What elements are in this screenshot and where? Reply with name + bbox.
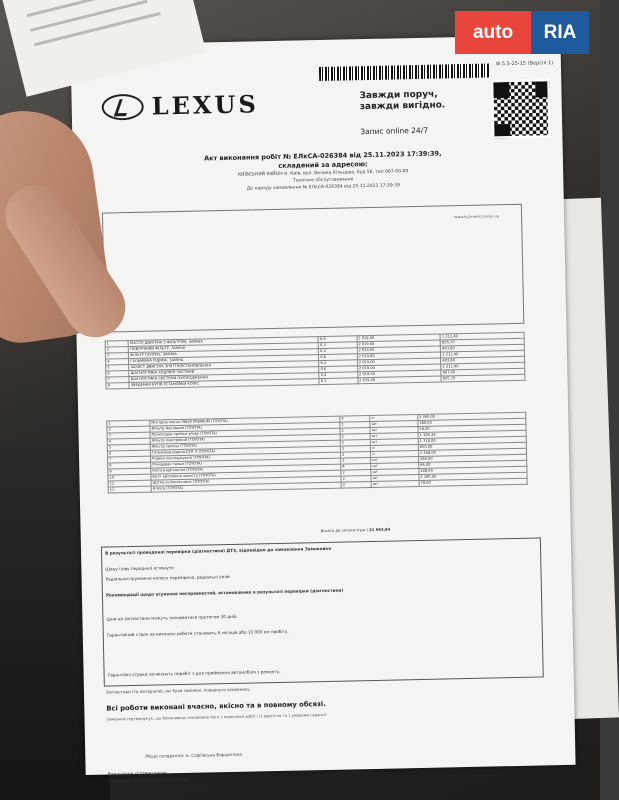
- table-cell: 0,6: [318, 336, 356, 343]
- table-cell: 605,70: [440, 338, 524, 346]
- table-cell: 0,6: [319, 354, 357, 361]
- table-cell: 2 019,00: [358, 376, 442, 384]
- table-cell: 403,80: [441, 356, 525, 364]
- table-cell: 1: [340, 428, 370, 435]
- table-cell: 2 019,00: [357, 358, 441, 366]
- totals-label: Всього до сплати (грн.): [320, 527, 368, 534]
- table-cell: 96,00: [419, 460, 527, 468]
- table-cell: ГАЛЬМІВНА РІДИНА, ЗАМІНА: [129, 355, 319, 365]
- table-cell: 8: [106, 383, 129, 389]
- act-title-line: складений за адресою:: [278, 160, 368, 170]
- logo-text: LEXUS: [151, 89, 260, 121]
- table-cell: 2: [341, 476, 371, 483]
- result-box: [101, 537, 544, 686]
- doc-code: Ф.5.5-25-15 (Версія 1): [495, 60, 554, 68]
- website: www.kyiv-west.lexus.ua: [454, 213, 500, 220]
- table-cell: 2 180,00: [419, 472, 527, 480]
- table-cell: Кліпса кріплення (TOYOTA): [151, 464, 341, 474]
- table-cell: 2: [105, 347, 128, 353]
- table-cell: 403,80: [441, 344, 525, 352]
- table-cell: 5: [106, 365, 129, 371]
- table-cell: шт: [371, 475, 419, 482]
- table-cell: 2: [107, 426, 150, 433]
- table-cell: 3: [105, 353, 128, 359]
- act-address: КИЇВСЬКИЙ РАЙОН м. Київ, вул. Велика Кільцева, буд 58, тел 067-00-00: [237, 169, 409, 178]
- confirmation-line: Виконання підтверджую.: [107, 771, 169, 778]
- table-cell: 1 108,34: [418, 430, 526, 438]
- table-cell: 8: [108, 462, 151, 469]
- table-cell: шт: [370, 433, 418, 440]
- table-cell: 2 019,00: [357, 340, 441, 348]
- confirmation: [108, 770, 189, 786]
- qr-code-icon: [491, 79, 550, 138]
- result-heading: В результаті проведеної перевірки (діагностики) ДТЗ, відповідно до замовлення Замовника: [105, 545, 332, 556]
- table-cell: 807,60: [441, 368, 525, 376]
- table-cell: л: [370, 415, 418, 422]
- table-cell: Кліпса (TOYOTA): [151, 482, 341, 492]
- confirmation-line: Претензій до якості робіт не маю.: [107, 777, 189, 785]
- result-line: Гарантійні строки починають перебіг з дня приймання автомобіля з ремонту.: [107, 668, 281, 678]
- parts-table: [106, 412, 527, 494]
- slogan: Завжди поруч, завжди вигідно.: [359, 89, 446, 113]
- table-cell: 1: [340, 422, 370, 429]
- table-cell: 4: [105, 359, 128, 365]
- table-cell: 4: [341, 464, 371, 471]
- lexus-emblem-icon: [101, 93, 144, 120]
- totals: [321, 527, 391, 533]
- table-cell: МАСЛО ДВИГУНА З ФІЛЬТРОМ, ЗАМІНА: [128, 337, 318, 347]
- result-line: Гарантійний строк на виконані роботи становить 6 місяців або 10 000 км пробігу.: [106, 628, 289, 638]
- paper-line: [34, 12, 161, 46]
- table-cell: Фільтр масляний (TOYOTA): [150, 422, 340, 432]
- table-cell: 0,2: [319, 348, 357, 355]
- table-cell: 2 019,00: [357, 334, 441, 342]
- table-cell: Прокладка пробки зливу (TOYOTA): [150, 428, 340, 438]
- table-cell: 2 019,00: [357, 364, 441, 372]
- table-cell: 5: [107, 444, 150, 451]
- table-cell: ДІАГНОСТИКА ХОДОВОЇ ЧАСТИНИ: [129, 367, 319, 377]
- table-cell: шт: [370, 439, 418, 446]
- table-cell: 380,00: [418, 418, 526, 426]
- table-cell: 2: [341, 470, 371, 477]
- table-cell: 4: [107, 438, 150, 445]
- table-cell: 1: [105, 341, 128, 347]
- table-cell: 1 211,40: [441, 350, 525, 358]
- table-cell: 0,3: [318, 342, 356, 349]
- table-cell: ФІЛЬТР САЛОНУ, ЗАМІНА: [129, 349, 319, 359]
- table-cell: 58,00: [418, 424, 526, 432]
- table-cell: 2: [341, 482, 371, 489]
- table-cell: Фільтр салону (TOYOTA): [150, 440, 340, 450]
- barcode: [319, 63, 489, 81]
- table-cell: 1: [341, 458, 371, 465]
- table-cell: 2 019,00: [357, 346, 441, 354]
- service-act-document: [70, 35, 575, 785]
- online-booking: Запис online 24/7: [360, 125, 429, 137]
- totals-value: 21 663,84: [368, 526, 391, 533]
- table-cell: 7: [108, 456, 151, 463]
- table-cell: ПОВІТРЯНИЙ ФІЛЬТР, ЗАМІНА: [129, 343, 319, 353]
- table-cell: 2 019,00: [357, 352, 441, 360]
- table-cell: Гальмівна рідина DOT 4 (TOYOTA): [150, 446, 340, 456]
- table-cell: Фільтр повітряний (TOYOTA): [150, 434, 340, 444]
- watermark-badge: [455, 11, 589, 54]
- table-cell: Очищувач гальм (TOYOTA): [151, 458, 341, 468]
- result-line: Радіально-пружинне колесо перевірено, радіальні сили: [105, 573, 230, 582]
- table-cell: 1 448,00: [418, 448, 526, 456]
- table-cell: 1 211,40: [441, 362, 525, 370]
- table-cell: 6: [107, 450, 150, 457]
- fine-print: Замовник підтверджує, що Виконавець ознайомив його з переліком робіт і їх вартістю та з умовами гарантії.: [106, 711, 328, 722]
- result-line: Шину (ліву передню) оглянуто: [105, 565, 174, 572]
- table-cell: 0,3: [319, 378, 357, 385]
- table-cell: 188,00: [419, 466, 527, 474]
- act-title-line: Акт виконання робіт № EЛкСА-026384 від 25.11.2023 17:39:39,: [203, 149, 442, 163]
- table-cell: Болт кріплення захисту (TOYOTA): [151, 470, 341, 480]
- table-cell: 10: [108, 474, 151, 481]
- table-cell: 7: [106, 377, 129, 383]
- table-cell: ДІАГНОСТИКА СИСТЕМИ ОХОЛОДЖЕННЯ: [129, 373, 319, 383]
- table-cell: 850,00: [418, 442, 526, 450]
- table-cell: ЗВЕДЕННЯ КУТІВ УСТАНОВКИ КОЛІС: [129, 379, 319, 389]
- table-cell: шт: [370, 427, 418, 434]
- table-cell: 0,2: [319, 360, 357, 367]
- table-cell: 3: [107, 432, 150, 439]
- table-cell: 1: [340, 434, 370, 441]
- table-cell: л: [371, 451, 419, 458]
- table-cell: ЗАХИСТ ДВИГУНА ЗНЯТТЯ/ВСТАНОВЛЕННЯ: [129, 361, 319, 371]
- table-cell: шт: [371, 469, 419, 476]
- table-cell: 2: [341, 452, 371, 459]
- table-cell: Моторне масло 0W20 PREMIUM (TOYOTA): [150, 416, 340, 426]
- watermark-part2: RIA: [531, 11, 589, 54]
- act-order: До наряду замовлення № EЛкСА-026384 від 25.11.2023 17:39:39: [246, 183, 401, 192]
- lexus-logo: [101, 89, 259, 121]
- table-cell: 1: [107, 420, 150, 427]
- table-cell: 11: [108, 480, 151, 487]
- table-cell: 2 260,00: [418, 412, 526, 420]
- client-info-box: [102, 204, 524, 333]
- table-cell: Щітка склоочисника (TOYOTA): [151, 476, 341, 486]
- table-cell: шт: [371, 481, 419, 488]
- table-cell: 0,4: [319, 372, 357, 379]
- table-cell: 1 211,40: [440, 332, 524, 340]
- table-cell: 1: [340, 446, 370, 453]
- table-cell: 1 318,00: [418, 436, 526, 444]
- table-cell: 9: [108, 468, 151, 475]
- works-table: [105, 332, 526, 390]
- table-cell: 12: [108, 486, 151, 493]
- table-cell: шт: [371, 463, 419, 470]
- table-cell: шт: [370, 421, 418, 428]
- table-cell: Рідина охолоджуюча (TOYOTA): [151, 452, 341, 462]
- result-line: Ціни на запчастини можуть змінюватися протягом 30 днів.: [106, 613, 238, 622]
- watermark-part1: auto: [455, 11, 531, 54]
- table-cell: 1: [340, 440, 370, 447]
- act-type: Технічне обслуговування: [293, 177, 354, 184]
- place-of-drafting: Місце складання: м. Софіївська Борщагівка: [145, 751, 242, 759]
- table-cell: 346,00: [418, 454, 526, 462]
- table-cell: л: [371, 445, 419, 452]
- table-cell: 605,70: [441, 374, 525, 382]
- works-done-statement: Всі роботи виконані вчасно, якісно та в повному обсязі.: [106, 700, 326, 713]
- paper-line: [30, 0, 147, 32]
- table-cell: шт: [371, 457, 419, 464]
- table-cell: 0,6: [319, 366, 357, 373]
- table-cell: 2 019,00: [357, 370, 441, 378]
- notes: Запчастини (та матеріали), які були замінені, повернуто замовнику.: [105, 686, 251, 695]
- table-cell: 6: [106, 371, 129, 377]
- table-cell: 78,00: [419, 478, 527, 486]
- table-cell: 4: [340, 416, 370, 423]
- result-line: Рекомендації щодо усунення несправностей, встановлених в результаті перевірки (діагностики): [105, 587, 344, 598]
